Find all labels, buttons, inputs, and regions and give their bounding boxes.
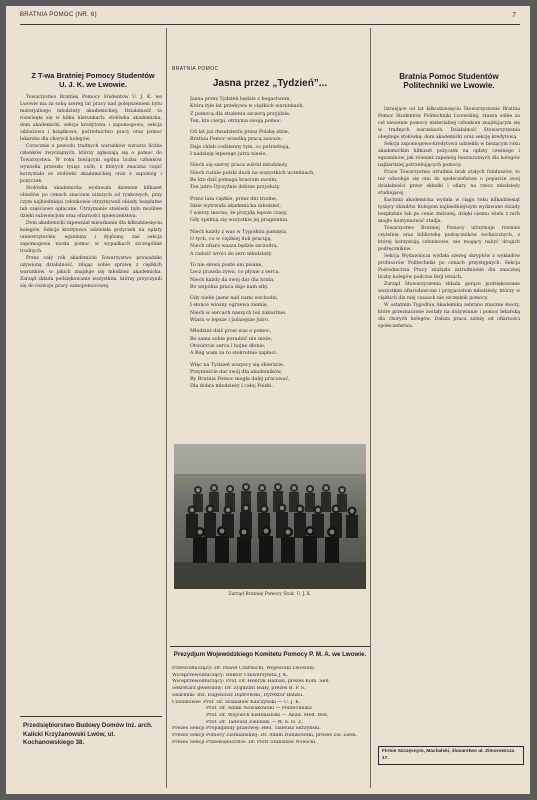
poem-line: A radość wróci do serc młodzieży. bbox=[190, 251, 273, 257]
presidium-line: Wiceprzewodniczący: Prof. Dr. Henryk Halban, prezes Kom. Sen. bbox=[172, 679, 331, 685]
poem-line: I słońce wiosny ogrzewa ziemię, bbox=[190, 303, 269, 309]
column-divider-right bbox=[370, 28, 371, 788]
poem-line: Niech każdy z was w Tygodniu pamięta, bbox=[190, 229, 288, 235]
presidium-list bbox=[172, 666, 370, 746]
col3-title: Bratnia Pomoc Studentów Politechniki we Lwowie. bbox=[399, 72, 499, 91]
poem-line: Bo kto dziś pomaga braciom swoim, bbox=[190, 177, 278, 183]
poem-line: Niech każdy da swój dar dla brata, bbox=[190, 277, 275, 283]
poem-line: Ten, kto cierpi, otrzyma swoją pomoc. bbox=[190, 118, 283, 124]
col3-paragraph: Sekcja zapomogowo-kredytowa udzieliła w bieżącym roku akademickim kilkuset pożyczek na opłaty czesnego i egzaminów, jak również zapomóg bezzwrotnych dla kolegów najbardziej potrzebujących pomocy. bbox=[378, 142, 520, 168]
poem-line: Przez lata ciężkie, przez dni trudne, bbox=[190, 196, 278, 202]
col1-paragraph: Stołówka akademicka wydawała dziennie kilkaset obiadów po cenach znacznie niższych od rynkowych, przy czym najbiedniejsi członkowie otrzymywali obiady bezpłatne lub częściowo opłacane. Utrzymanie stołówki było możliwe dzięki subwencjom oraz ofiarności społeczeństwa. bbox=[20, 186, 162, 219]
poem-line: I nadzieję lepszego jutra niesie. bbox=[190, 152, 267, 158]
presidium-line: Wiceprzewodniczący: Rektor Uniwersytetu J. K. bbox=[172, 672, 289, 678]
poem-stanza bbox=[190, 229, 360, 258]
presidium-line: Prezes Sekcji Propagandy prasowej: Red. Tadeusz Skrzyński. bbox=[172, 726, 321, 732]
poem-line: Ten jutro Ojczyźnie dobrze przysłuży. bbox=[190, 185, 281, 191]
poem-title: Jasna przez „Tydzień”... bbox=[212, 78, 328, 89]
col1-paragraph: Dom akademicki zapewniał mieszkanie dla kilkudziesięciu kolegów. Sekcja kredytowa udzielała pożyczek na opłaty uniwersyteckie, egzaminy i dyplomy, zaś sekcja zapomogowa niosła pomoc w wypadkach szczególnie trudnych. bbox=[20, 221, 162, 254]
col3-paragraph: W ostatnim Tygodniu Akademika zebrano znaczne kwoty, które przeznaczone zostały na dożywianie i pomoc lekarską dla chorych kolegów. Dalsza praca zależy od ofiarności społeczeństwa. bbox=[378, 303, 520, 329]
poem-stanza bbox=[190, 129, 360, 158]
poem-stanza bbox=[190, 262, 360, 291]
poem-line: Gdy niebo jasne nad nami wschodzi, bbox=[190, 296, 279, 302]
poem-line: Niech w sercach naszych też zakwitnie, bbox=[190, 310, 287, 316]
poem-line: A Bóg wam za to stokrotnie zapłaci. bbox=[190, 351, 278, 357]
col3-paragraph: Istniejące od lat kilkudziesięciu Stowarzyszenie Bratnia Pomoc Studentów Politechniki Lwowskiej, stawia sobie za cel niesienie pomocy materialnej członkom znajdującym się w trudnych warunkach. Działalność Stowarzyszenia obejmuje stołówkę, dom akademicki oraz sekcję kredytową. bbox=[378, 107, 520, 140]
poem-line: I wierzy mocno, że przyjdą lepsze czasy, bbox=[190, 211, 288, 217]
poem-line: Jasna przez Tydzień będzie z bogactwem, bbox=[190, 97, 291, 102]
poem-body bbox=[190, 96, 360, 436]
col3-footer-ad: Firmie Szczęsnym, Machalski, ślusarstwo ul. Zimorowicza 17. bbox=[378, 746, 524, 765]
poem-line: Niech się szerzy praca wśród młodzieży, bbox=[190, 163, 288, 169]
poem-line: Która tyle lat przebywa w ciężkich warunkach, bbox=[190, 104, 304, 110]
group-photo-image bbox=[174, 444, 366, 589]
col1-footer-rule bbox=[20, 716, 162, 717]
col3-paragraph: Towarzystwo Bratniej Pomocy utrzymuje również czytelnię oraz bibliotekę podręczników technicznych, z której korzystają członkowie, nie mogący nabyć drogich podręczników. bbox=[378, 226, 520, 252]
presidium-title: Prezydjum Wojewódzkiego Komitetu Pomocy P. M. A. we Lwowie. bbox=[173, 651, 367, 658]
col1-paragraph: Przez cały rok akademicki Towarzystwo prowadziło ożywioną działalność, zdając sobie sprawę z ciężkich warunków, w jakich znajduje się młodzież akademicka. Zarząd składa podziękowanie wszystkim, którzy przyczynili się do rozwoju pracy samopomocowej. bbox=[20, 256, 162, 289]
poem-line: Gdy spełnią się wszystkie jej pragnienia. bbox=[190, 218, 289, 224]
presidium-line: Przewodniczący: Dr. Paweł Czarnecki, Wojewoda Lwowski. bbox=[172, 666, 316, 671]
col3-body bbox=[378, 106, 520, 666]
poem-line: Bo wspólna praca daje nam siłę. bbox=[190, 284, 269, 290]
col3-paragraph: Prace Towarzystwa utrudnia brak stałych funduszów, to też odwołuje się ono do społeczeństwa o poparcie swej działalności przez składki i ofiary na rzecz młodzieży studiującej. bbox=[378, 170, 520, 196]
poem-line: Wiara w lepsze i jaśniejsze jutro. bbox=[190, 318, 270, 324]
publication-name: BRATNIA POMOC (NR. 6) bbox=[20, 12, 97, 18]
col3-paragraph: Zarząd Stowarzyszenia składa gorące podziękowanie wszystkim ofiarodawcom i przyjaciołom młodzieży, którzy w ciężkich dla niej czasach nie szczędzili pomocy. bbox=[378, 282, 520, 301]
group-photo bbox=[174, 444, 366, 589]
poem-line: Daje chleb codzienny tym, co potrzebują, bbox=[190, 144, 291, 150]
photo-caption: Zarząd Bratniej Pomocy Stud. U. J. K. bbox=[228, 592, 312, 597]
poem-line: Otwórzcie serca i hojne dłonie, bbox=[190, 343, 266, 349]
poem-line: By Bratnia Pomoc mogła dalej pracować, bbox=[190, 377, 290, 383]
presidium-rule bbox=[170, 646, 370, 647]
col1-footer-ad: Przedsiębiorstwo Budowy Domów Inż. arch. Kalicki Krzyżanowski Lwów, ul. Kochanowskiego 38. bbox=[23, 722, 153, 747]
column-divider-left bbox=[166, 28, 167, 788]
poem-line: Więc na Tydzień wszyscy się zbierzcie, bbox=[190, 362, 285, 368]
poem-line: Idzie wytrwała akademicka młodzież, bbox=[190, 203, 281, 209]
poem-line: Dla dobra młodzieży i całej Polski. bbox=[190, 384, 274, 390]
col1-title: Z T-wa Bratniej Pomocy Studentów U. J. K. we Lwowie. bbox=[31, 71, 155, 89]
poem-stanza bbox=[190, 162, 360, 191]
newspaper-page bbox=[6, 6, 530, 794]
presidium-line: Członkowie: Prof. Dr. Stanisław Kulczyński — U. J. K. bbox=[172, 699, 301, 705]
presidium-line: Sekretarz generalny: Dr. Zygmunt Biały, prezes B. P. S. bbox=[172, 686, 306, 692]
poem-line: Od lat już dwudziestu przez Polskę idzie, bbox=[190, 130, 290, 136]
presidium-line: Prof. Dr. Adam Nowakowski — Politechnika bbox=[206, 706, 312, 712]
col3-paragraph: Sekcja Wydawnicza wydała szereg skryptów z wykładów profesorów Politechniki po cenach przystępnych. Sekcja Pośrednictwa Pracy znalazła zatrudnienie dla znacznej liczby kolegów podczas ferji letnich. bbox=[378, 254, 520, 280]
poem-line: Niech ofiara wasza będzie szczodra, bbox=[190, 244, 279, 250]
poem-stanza bbox=[190, 328, 360, 357]
col1-paragraph: Towarzystwo Bratniej Pomocy Studentów U. J. K. we Lwowie ma za sobą szereg lat pracy nad polepszeniem bytu materjalnego młodzieży akademickiej. Działalność ta rozwinęła się w kilku kierunkach: stołówka akademicka, dom akademicki, sekcja kredytowa i zapomogowa, sekcja odzieżowa i książkowa, pośrednictwo pracy oraz pomoc lekarska dla chorych kolegów. bbox=[20, 95, 162, 142]
poem-line: Młodzież dziś prosi was o pomoc, bbox=[190, 329, 272, 335]
poem-stanza bbox=[190, 96, 360, 125]
poem-line: Bratnia Pomoc wszelką pracą zawsze, bbox=[190, 137, 283, 143]
page-header bbox=[20, 12, 520, 25]
poem-line: To nie słowa puste ani pisane, bbox=[190, 262, 263, 268]
page-number: 7 bbox=[512, 12, 516, 19]
presidium-line: Prof. Dr. Tadeusz Zieliński — W. S. H. Z. bbox=[206, 719, 303, 725]
poem-line: O tych, co w ciężkiej doli pracują, bbox=[190, 237, 272, 243]
col1-paragraph: Corocznie z powodu trudnych warunków wzrasta liczba członków zwyczajnych, którzy zgłaszają się o pomoc do Towarzystwa. W roku bieżącym ogólna liczba członków wynosiła przeszło tysiąc osób, z których znaczna część korzystała ze stołówki akademickiej oraz z zapomóg i pożyczek. bbox=[20, 144, 162, 184]
poem-stanza bbox=[190, 362, 360, 391]
poem-line: Niech rośnie polski duch na wszystkich uczelniach, bbox=[190, 170, 315, 176]
col1-body bbox=[20, 94, 162, 634]
col3-paragraph: Kuchnia akademicka wydała w ciągu roku kilkadziesiąt tysięcy obiadów. Kolegom najbiedniejszym wydawano obiady bezpłatnie lub po cenie zniżonej, dzięki czemu wielu z nich mogło kontynuować studja. bbox=[378, 198, 520, 224]
poem-stanza bbox=[190, 196, 360, 225]
poem-kicker: BRATNIA POMOC bbox=[172, 66, 219, 72]
poem-line: Lecz prawda żywa, co płynie z serca, bbox=[190, 270, 280, 276]
poem-line: Przynieście dar swój dla akademików, bbox=[190, 369, 282, 375]
poem-line: Z pomocą dla studenta szczerą przyjdzie, bbox=[190, 111, 291, 117]
presidium-line: Skarbnik: Inż. Eugeniusz Dąbrowski, Dyrektor Banku. bbox=[172, 692, 304, 698]
presidium-line: Prof. Dr. Wojciech Kiełbasiński — Akad. Med. Wet. bbox=[206, 712, 329, 718]
poem-line: Bo sama sobie poradzić nie może, bbox=[190, 336, 273, 342]
presidium-line: Prezes Sekcji Przedsiębiorstw: Dr. Piotr Stanisław Nowicki. bbox=[172, 739, 317, 745]
poem-stanza bbox=[190, 295, 360, 324]
presidium-line: Prezes Sekcji Pomocy Ziemiańskiej: Dr. Adam Dunikowski, prezes Zw. Ziem. bbox=[172, 733, 358, 739]
